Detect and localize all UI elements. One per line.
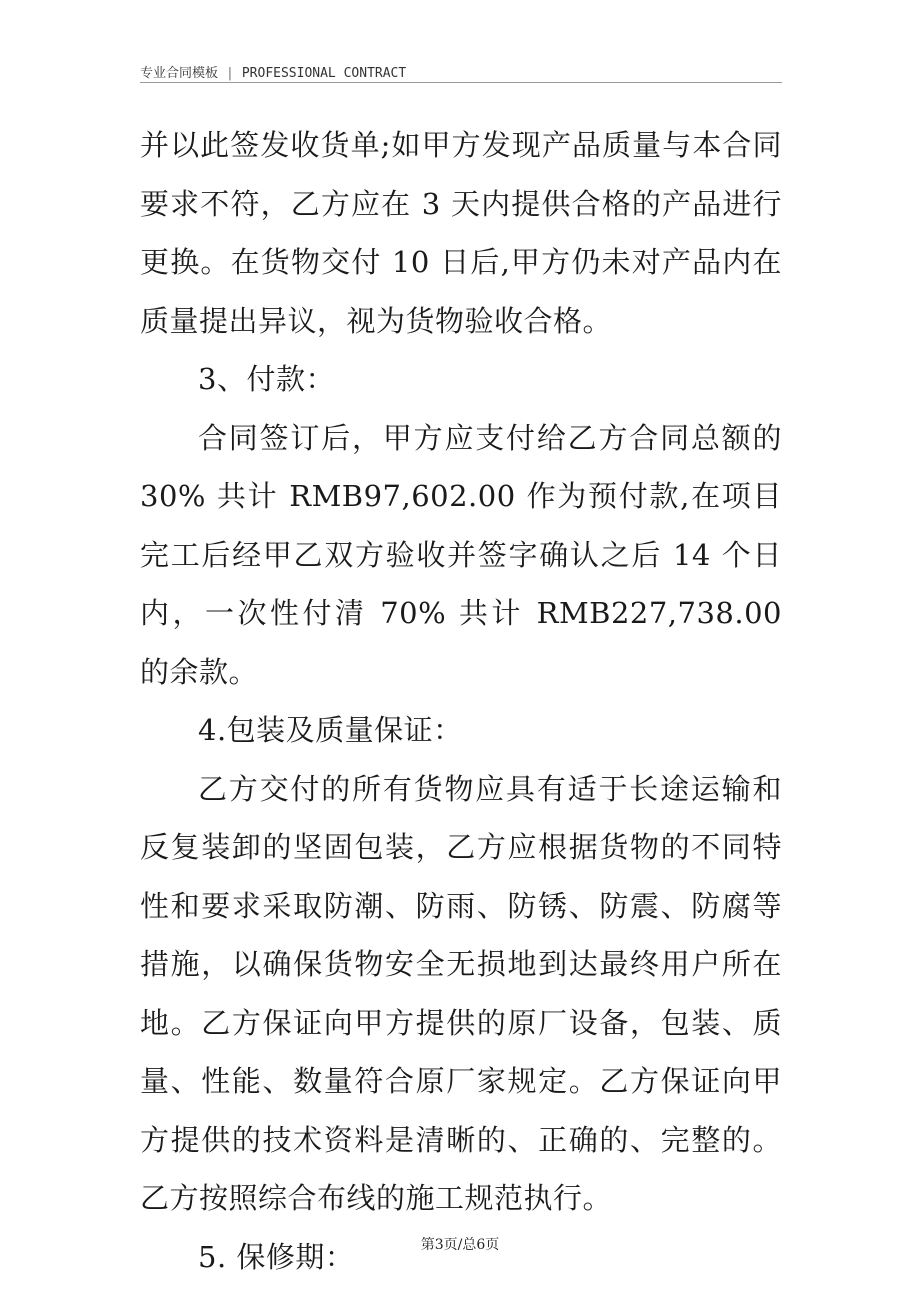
paragraph-acceptance-continuation: 并以此签发收货单;如甲方发现产品质量与本合同要求不符，乙方应在 3 天内提供合格的产品进行更换。在货物交付 10 日后,甲方仍未对产品内在质量提出异议，视为货物验收合格。	[140, 128, 782, 338]
paragraph-payment: 合同签订后，甲方应支付给乙方合同总额的 30% 共计 RMB97,602.00 作为预付款,在项目完工后经甲乙双方验收并签字确认之后 14 个日内，一次性付清 70% 共计 RMB227,738.00 的余款。	[140, 420, 782, 689]
section-heading-packaging-quality: 4.包装及质量保证：	[198, 713, 463, 747]
paragraph-packaging-quality: 乙方交付的所有货物应具有适于长途运输和反复装卸的坚固包装，乙方应根据货物的不同特性和要求采取防潮、防雨、防锈、防震、防腐等措施，以确保货物安全无损地到达最终用户所在地。乙方保证向甲方提供的原厂设备，包装、质量、性能、数量符合原厂家规定。乙方保证向甲方提供的技术资料是清晰的、正确的、完整的。乙方按照综合布线的施工规范执行。	[140, 771, 782, 1215]
header-left-text: 专业合同模板	[140, 66, 219, 81]
document-body	[140, 116, 782, 1286]
page-footer	[0, 1234, 920, 1254]
header-separator: |	[226, 66, 234, 81]
header-right-text: PROFESSIONAL CONTRACT	[241, 66, 407, 81]
page-number-label: 第3页/总6页	[420, 1237, 500, 1253]
section-heading-warranty: 5. 保修期：	[198, 1239, 355, 1274]
header-divider	[140, 82, 782, 83]
section-heading-payment: 3、付款：	[198, 362, 335, 396]
page-header	[140, 62, 782, 82]
